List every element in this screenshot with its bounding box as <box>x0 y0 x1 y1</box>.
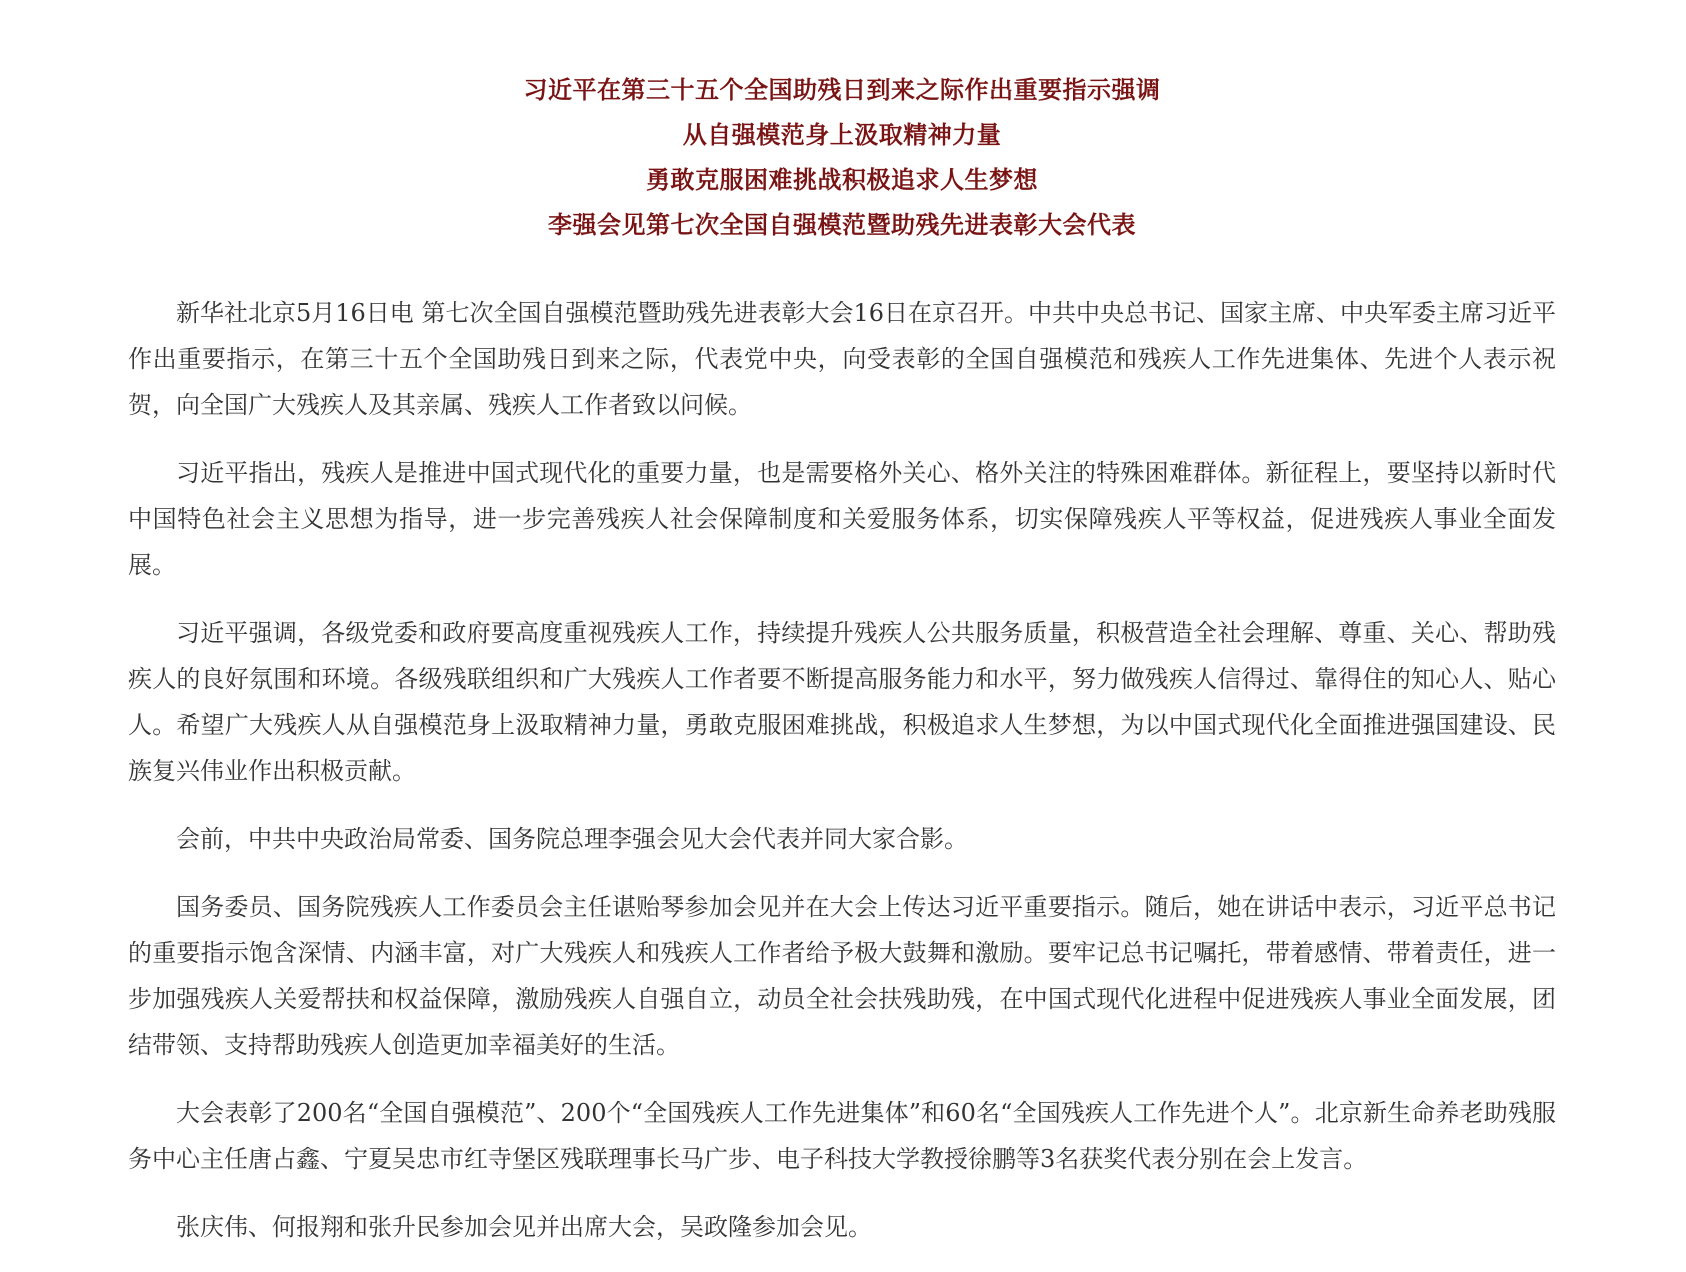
paragraph-3: 习近平强调，各级党委和政府要高度重视残疾人工作，持续提升残疾人公共服务质量，积极营造全社会理解、尊重、关心、帮助残疾人的良好氛围和环境。各级残联组织和广大残疾人工作者要不断提高服务能力和水平，努力做残疾人信得过、靠得住的知心人、贴心人。希望广大残疾人从自强模范身上汲取精神力量，勇敢克服困难挑战，积极追求人生梦想，为以中国式现代化全面推进强国建设、民族复兴伟业作出积极贡献。 <box>128 619 1556 785</box>
article-headline <box>128 68 1556 248</box>
headline-line-4: 李强会见第七次全国自强模范暨助残先进表彰大会代表 <box>548 211 1136 239</box>
headline-line-2: 从自强模范身上汲取精神力量 <box>682 121 1002 149</box>
paragraph-4: 会前，中共中央政治局常委、国务院总理李强会见大会代表并同大家合影。 <box>176 825 968 853</box>
headline-line-1: 习近平在第三十五个全国助残日到来之际作出重要指示强调 <box>523 76 1161 104</box>
paragraph-7: 张庆伟、何报翔和张升民参加会见并出席大会，吴政隆参加会见。 <box>176 1213 872 1241</box>
news-article <box>128 68 1556 1272</box>
paragraph-1: 新华社北京5月16日电 第七次全国自强模范暨助残先进表彰大会16日在京召开。中共中央总书记、国家主席、中央军委主席习近平作出重要指示，在第三十五个全国助残日到来之际，代表党中央，向受表彰的全国自强模范和残疾人工作先进集体、先进个人表示祝贺，向全国广大残疾人及其亲属、残疾人工作者致以问候。 <box>128 299 1556 419</box>
headline-line-3: 勇敢克服困难挑战积极追求人生梦想 <box>646 166 1038 194</box>
paragraph-2: 习近平指出，残疾人是推进中国式现代化的重要力量，也是需要格外关心、格外关注的特殊困难群体。新征程上，要坚持以新时代中国特色社会主义思想为指导，进一步完善残疾人社会保障制度和关爱服务体系，切实保障残疾人平等权益，促进残疾人事业全面发展。 <box>128 459 1556 579</box>
article-body <box>128 290 1556 1250</box>
paragraph-5: 国务委员、国务院残疾人工作委员会主任谌贻琴参加会见并在大会上传达习近平重要指示。随后，她在讲话中表示，习近平总书记的重要指示饱含深情、内涵丰富，对广大残疾人和残疾人工作者给予极大鼓舞和激励。要牢记总书记嘱托，带着感情、带着责任，进一步加强残疾人关爱帮扶和权益保障，激励残疾人自强自立，动员全社会扶残助残，在中国式现代化进程中促进残疾人事业全面发展，团结带领、支持帮助残疾人创造更加幸福美好的生活。 <box>128 893 1556 1059</box>
paragraph-6: 大会表彰了200名“全国自强模范”、200个“全国残疾人工作先进集体”和60名“全国残疾人工作先进个人”。北京新生命养老助残服务中心主任唐占鑫、宁夏吴忠市红寺堡区残联理事长马广步、电子科技大学教授徐鹏等3名获奖代表分别在会上发言。 <box>128 1099 1556 1173</box>
